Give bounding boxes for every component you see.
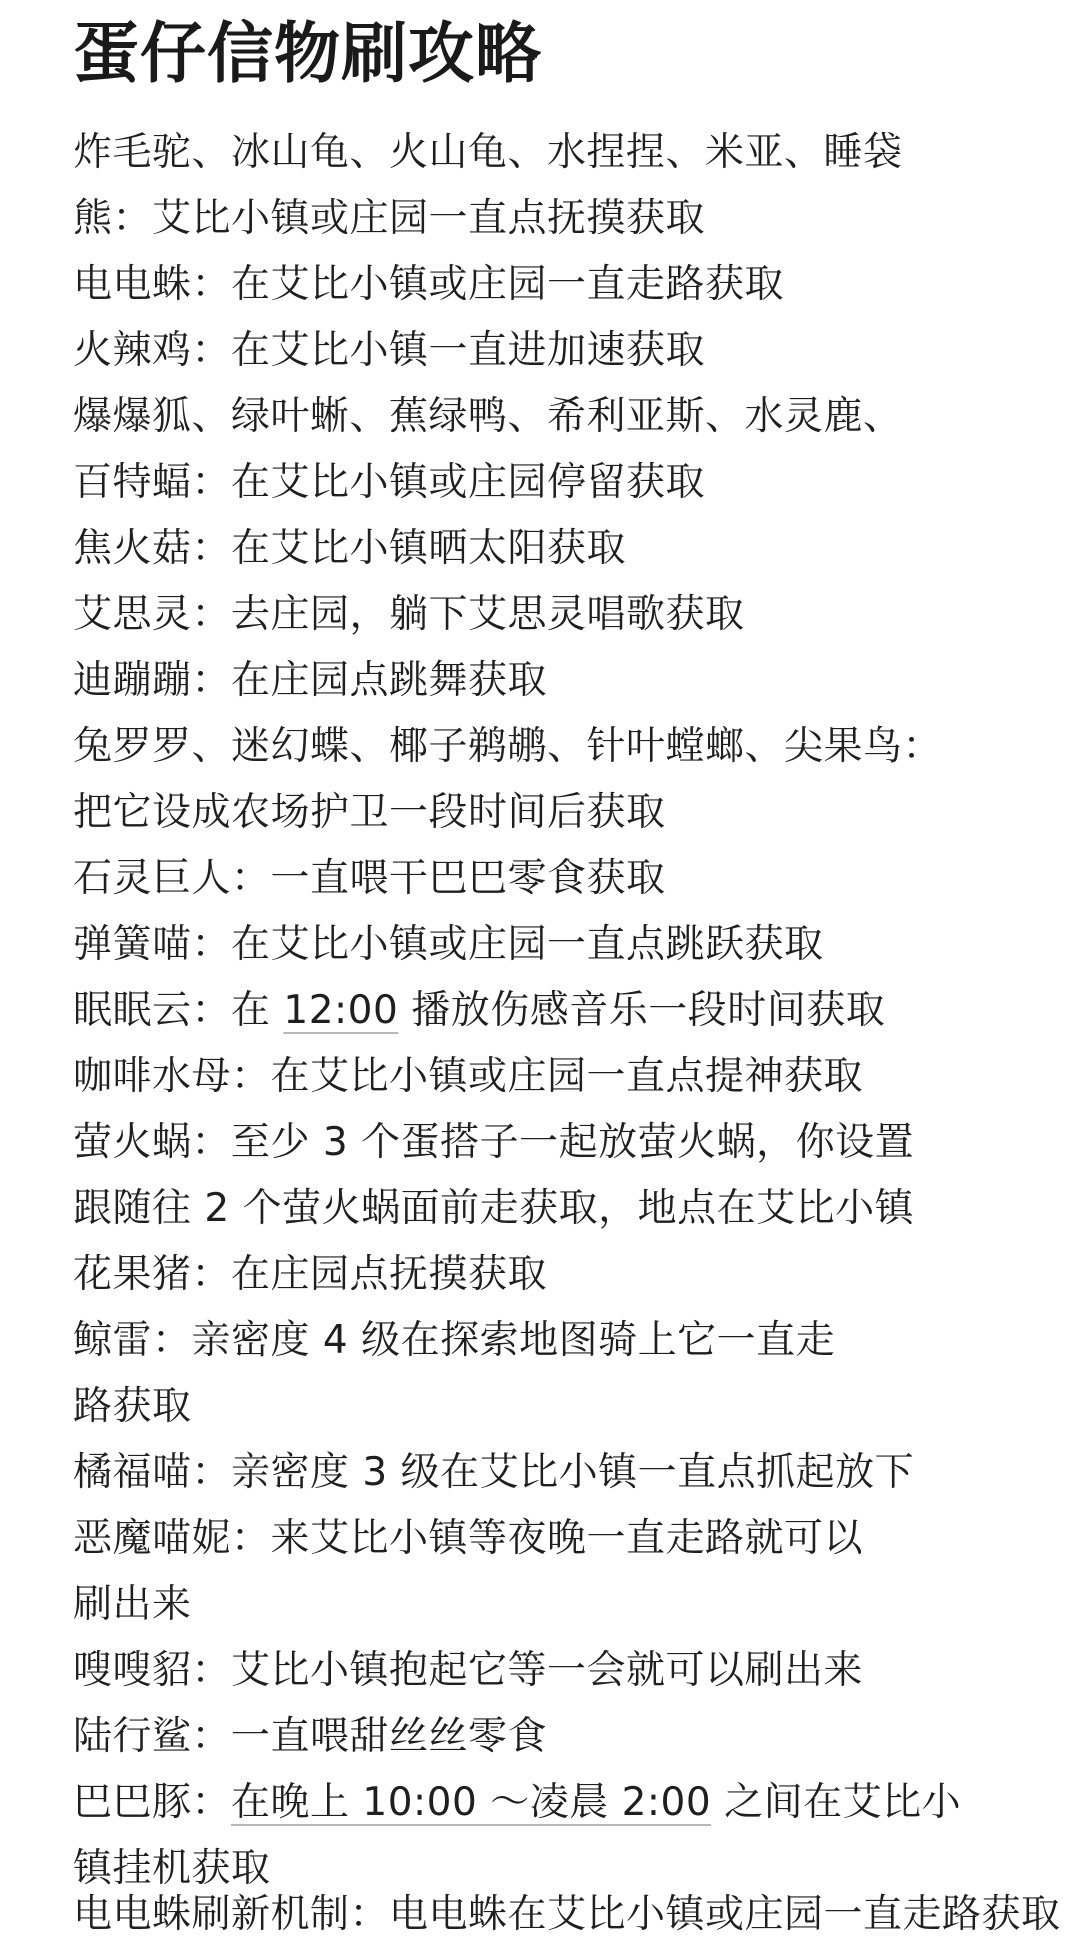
text-line: 花果猪：在庄园点抚摸获取 bbox=[73, 1252, 548, 1297]
text-line-with-link bbox=[73, 1770, 1040, 1836]
line-text: 巴巴豚： bbox=[73, 1780, 232, 1825]
text-line: 萤火蜗：至少 3 个蛋搭子一起放萤火蜗，你设置 bbox=[73, 1120, 915, 1165]
text-line: 鲸雷：亲密度 4 级在探索地图骑上它一直走 bbox=[73, 1318, 836, 1363]
text-line: 焦火菇：在艾比小镇晒太阳获取 bbox=[73, 526, 627, 571]
line-text: 之间在艾比小 bbox=[711, 1780, 962, 1825]
text-line: 恶魔喵妮：来艾比小镇等夜晚一直走路就可以 bbox=[73, 1516, 864, 1561]
text-line-with-link bbox=[73, 978, 1040, 1044]
text-line: 熊：艾比小镇或庄园一直点抚摸获取 bbox=[73, 196, 706, 241]
text-line: 橘福喵：亲密度 3 级在艾比小镇一直点抓起放下 bbox=[73, 1450, 915, 1495]
text-line: 陆行鲨：一直喂甜丝丝零食 bbox=[73, 1714, 548, 1759]
text-line: 把它设成农场护卫一段时间后获取 bbox=[73, 790, 666, 835]
text-line: 弹簧喵：在艾比小镇或庄园一直点跳跃获取 bbox=[73, 922, 824, 967]
text-line: 石灵巨人：一直喂干巴巴零食获取 bbox=[73, 856, 666, 901]
text-line: 炸毛驼、冰山龟、火山龟、水捏捏、米亚、睡袋 bbox=[73, 130, 903, 175]
text-line: 跟随往 2 个萤火蜗面前走获取，地点在艾比小镇 bbox=[73, 1186, 915, 1231]
page-title: 蛋仔信物刷攻略 bbox=[73, 15, 542, 92]
text-line: 火辣鸡：在艾比小镇一直进加速获取 bbox=[73, 328, 706, 373]
text-line: 艾思灵：去庄园，躺下艾思灵唱歌获取 bbox=[73, 592, 745, 637]
text-line: 咖啡水母：在艾比小镇或庄园一直点提神获取 bbox=[73, 1054, 864, 1099]
text-line: 嗖嗖貂：艾比小镇抱起它等一会就可以刷出来 bbox=[73, 1648, 864, 1693]
cut-off-next-line bbox=[0, 1864, 1080, 1937]
text-line: 刷出来 bbox=[73, 1582, 192, 1627]
line-text: 播放伤感音乐一段时间获取 bbox=[398, 988, 886, 1033]
time-link[interactable]: 12:00 bbox=[283, 988, 399, 1033]
text-line: 百特蝠：在艾比小镇或庄园停留获取 bbox=[73, 460, 706, 505]
text-line: 路获取 bbox=[73, 1384, 192, 1429]
line-text: 眠眠云：在 bbox=[73, 988, 284, 1033]
text-line: 兔罗罗、迷幻蝶、椰子鹈鹕、针叶螳螂、尖果鸟： bbox=[73, 724, 943, 769]
text-line-partial: 电电蛛刷新机制：电电蛛在艾比小镇或庄园一直走路获取 bbox=[73, 1892, 1061, 1937]
text-line: 镇挂机获取 bbox=[73, 1846, 271, 1891]
text-line: 迪蹦蹦：在庄园点跳舞获取 bbox=[73, 658, 548, 703]
text-line: 电电蛛：在艾比小镇或庄园一直走路获取 bbox=[73, 262, 785, 307]
article-body bbox=[73, 120, 1040, 1902]
time-range-link[interactable]: 在晚上 10:00 ～凌晨 2:00 bbox=[231, 1780, 712, 1825]
text-line: 爆爆狐、绿叶蜥、蕉绿鸭、希利亚斯、水灵鹿、 bbox=[73, 394, 903, 439]
